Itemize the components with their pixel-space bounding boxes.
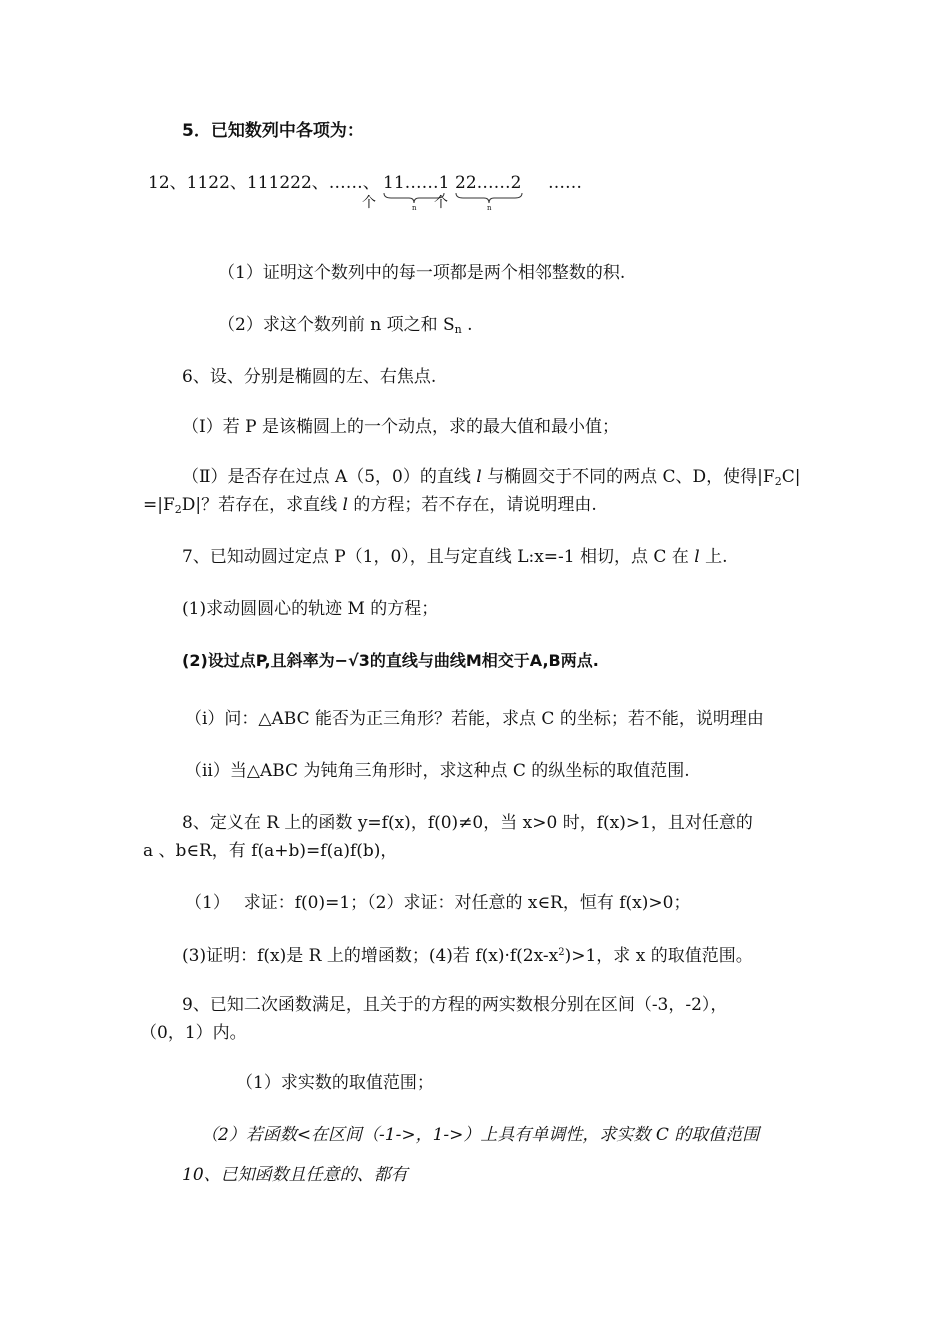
- sequence-prefix: 12、1122、111222、……、: [148, 173, 380, 193]
- line-l: l: [476, 467, 482, 487]
- subscript-2: 2: [774, 475, 782, 488]
- group-twos-text: 22……2: [455, 173, 522, 193]
- problem-5-part-2: [218, 314, 473, 341]
- problem-7-title: [182, 546, 727, 568]
- subscript-n: n: [454, 323, 462, 336]
- problem-7-part-i: （i）问：△ABC 能否为正三角形？若能，求点 C 的坐标；若不能，说明理由: [185, 709, 764, 729]
- text: =|F: [143, 495, 175, 515]
- problem-6-part-2-line-1: [182, 466, 800, 493]
- problem-6-title: 6、设、分别是椭圆的左、右焦点.: [182, 367, 437, 387]
- text: 与椭圆交于不同的两点 C、D，使得|F: [481, 467, 775, 487]
- superscript-2: 2: [558, 947, 565, 958]
- text: C|: [781, 467, 801, 487]
- problem-5-title: 5．已知数列中各项为：: [182, 121, 364, 141]
- problem-5-part-1: （1）证明这个数列中的每一项都是两个相邻整数的积.: [218, 263, 626, 283]
- problem-9-part-2: （2）若函数<在区间（-1->，1->）上具有单调性，求实数 C 的取值范围: [201, 1125, 760, 1145]
- part-2-text: （2）求这个数列前 n 项之和 S: [218, 315, 455, 335]
- subscript-2: 2: [174, 503, 182, 516]
- brace-under-twos: [455, 192, 523, 204]
- brace-label-twos: n: [487, 204, 492, 212]
- problem-6-part-2-line-2: [143, 494, 597, 521]
- problem-7-part-ii: （ii）当△ABC 为钝角三角形时，求这种点 C 的纵坐标的取值范围.: [185, 761, 690, 781]
- text: 7、已知动圆过定点 P（1，0），且与定直线 L:x=-1 相切，点 C 在: [182, 547, 695, 567]
- problem-6-part-1: （Ⅰ）若 P 是该椭圆上的一个动点，求的最大值和最小值；: [182, 417, 619, 437]
- problem-9-title-line-2: （0，1）内。: [140, 1023, 247, 1043]
- problem-7-part-1: (1)求动圆圆心的轨迹 M 的方程；: [182, 599, 439, 619]
- problem-5-sequence: [148, 172, 608, 212]
- problem-9-part-1: （1）求实数的取值范围；: [236, 1073, 434, 1093]
- group-ones-text: 11……1: [383, 173, 450, 193]
- arrow-label-twos: 个: [434, 195, 448, 211]
- problem-9-title-line-1: 9、已知二次函数满足，且关于的方程的两实数根分别在区间（-3，-2），: [182, 995, 728, 1015]
- text: (3)证明：f(x)是 R 上的增函数；(4)若 f(x)·f(2x-x: [182, 946, 559, 966]
- problem-8-title-line-2: a 、b∈R，有 f(a+b)=f(a)f(b)，: [143, 841, 398, 861]
- problem-7-part-2: (2)设过点P,且斜率为−√3的直线与曲线M相交于A,B两点.: [182, 651, 599, 670]
- problem-8-title-line-1: 8、定义在 R 上的函数 y=f(x)，f(0)≠0，当 x>0 时，f(x)>1，且对任意的: [182, 813, 753, 833]
- sequence-suffix: ……: [548, 173, 582, 193]
- line-l: l: [694, 547, 700, 567]
- problem-8-parts-3-4: [182, 942, 753, 967]
- text: （Ⅱ）是否存在过点 A（5，0）的直线: [182, 467, 477, 487]
- text: 上.: [699, 547, 728, 567]
- problem-10-title: 10、已知函数且任意的、都有: [182, 1165, 408, 1185]
- text: D|？若存在，求直线: [181, 495, 343, 515]
- text: 的方程；若不存在，请说明理由.: [347, 495, 597, 515]
- line-l: l: [342, 495, 348, 515]
- text: )>1，求 x 的取值范围。: [564, 946, 753, 966]
- arrow-label-ones: 个: [362, 195, 376, 211]
- sequence-group-twos: [455, 172, 522, 212]
- sequence-group-ones: [383, 172, 450, 212]
- brace-label-ones: n: [412, 204, 417, 212]
- problem-8-parts-1-2: （1） 求证：f(0)=1；（2）求证：对任意的 x∈R，恒有 f(x)>0；: [185, 893, 691, 913]
- part-2-end: .: [461, 315, 473, 335]
